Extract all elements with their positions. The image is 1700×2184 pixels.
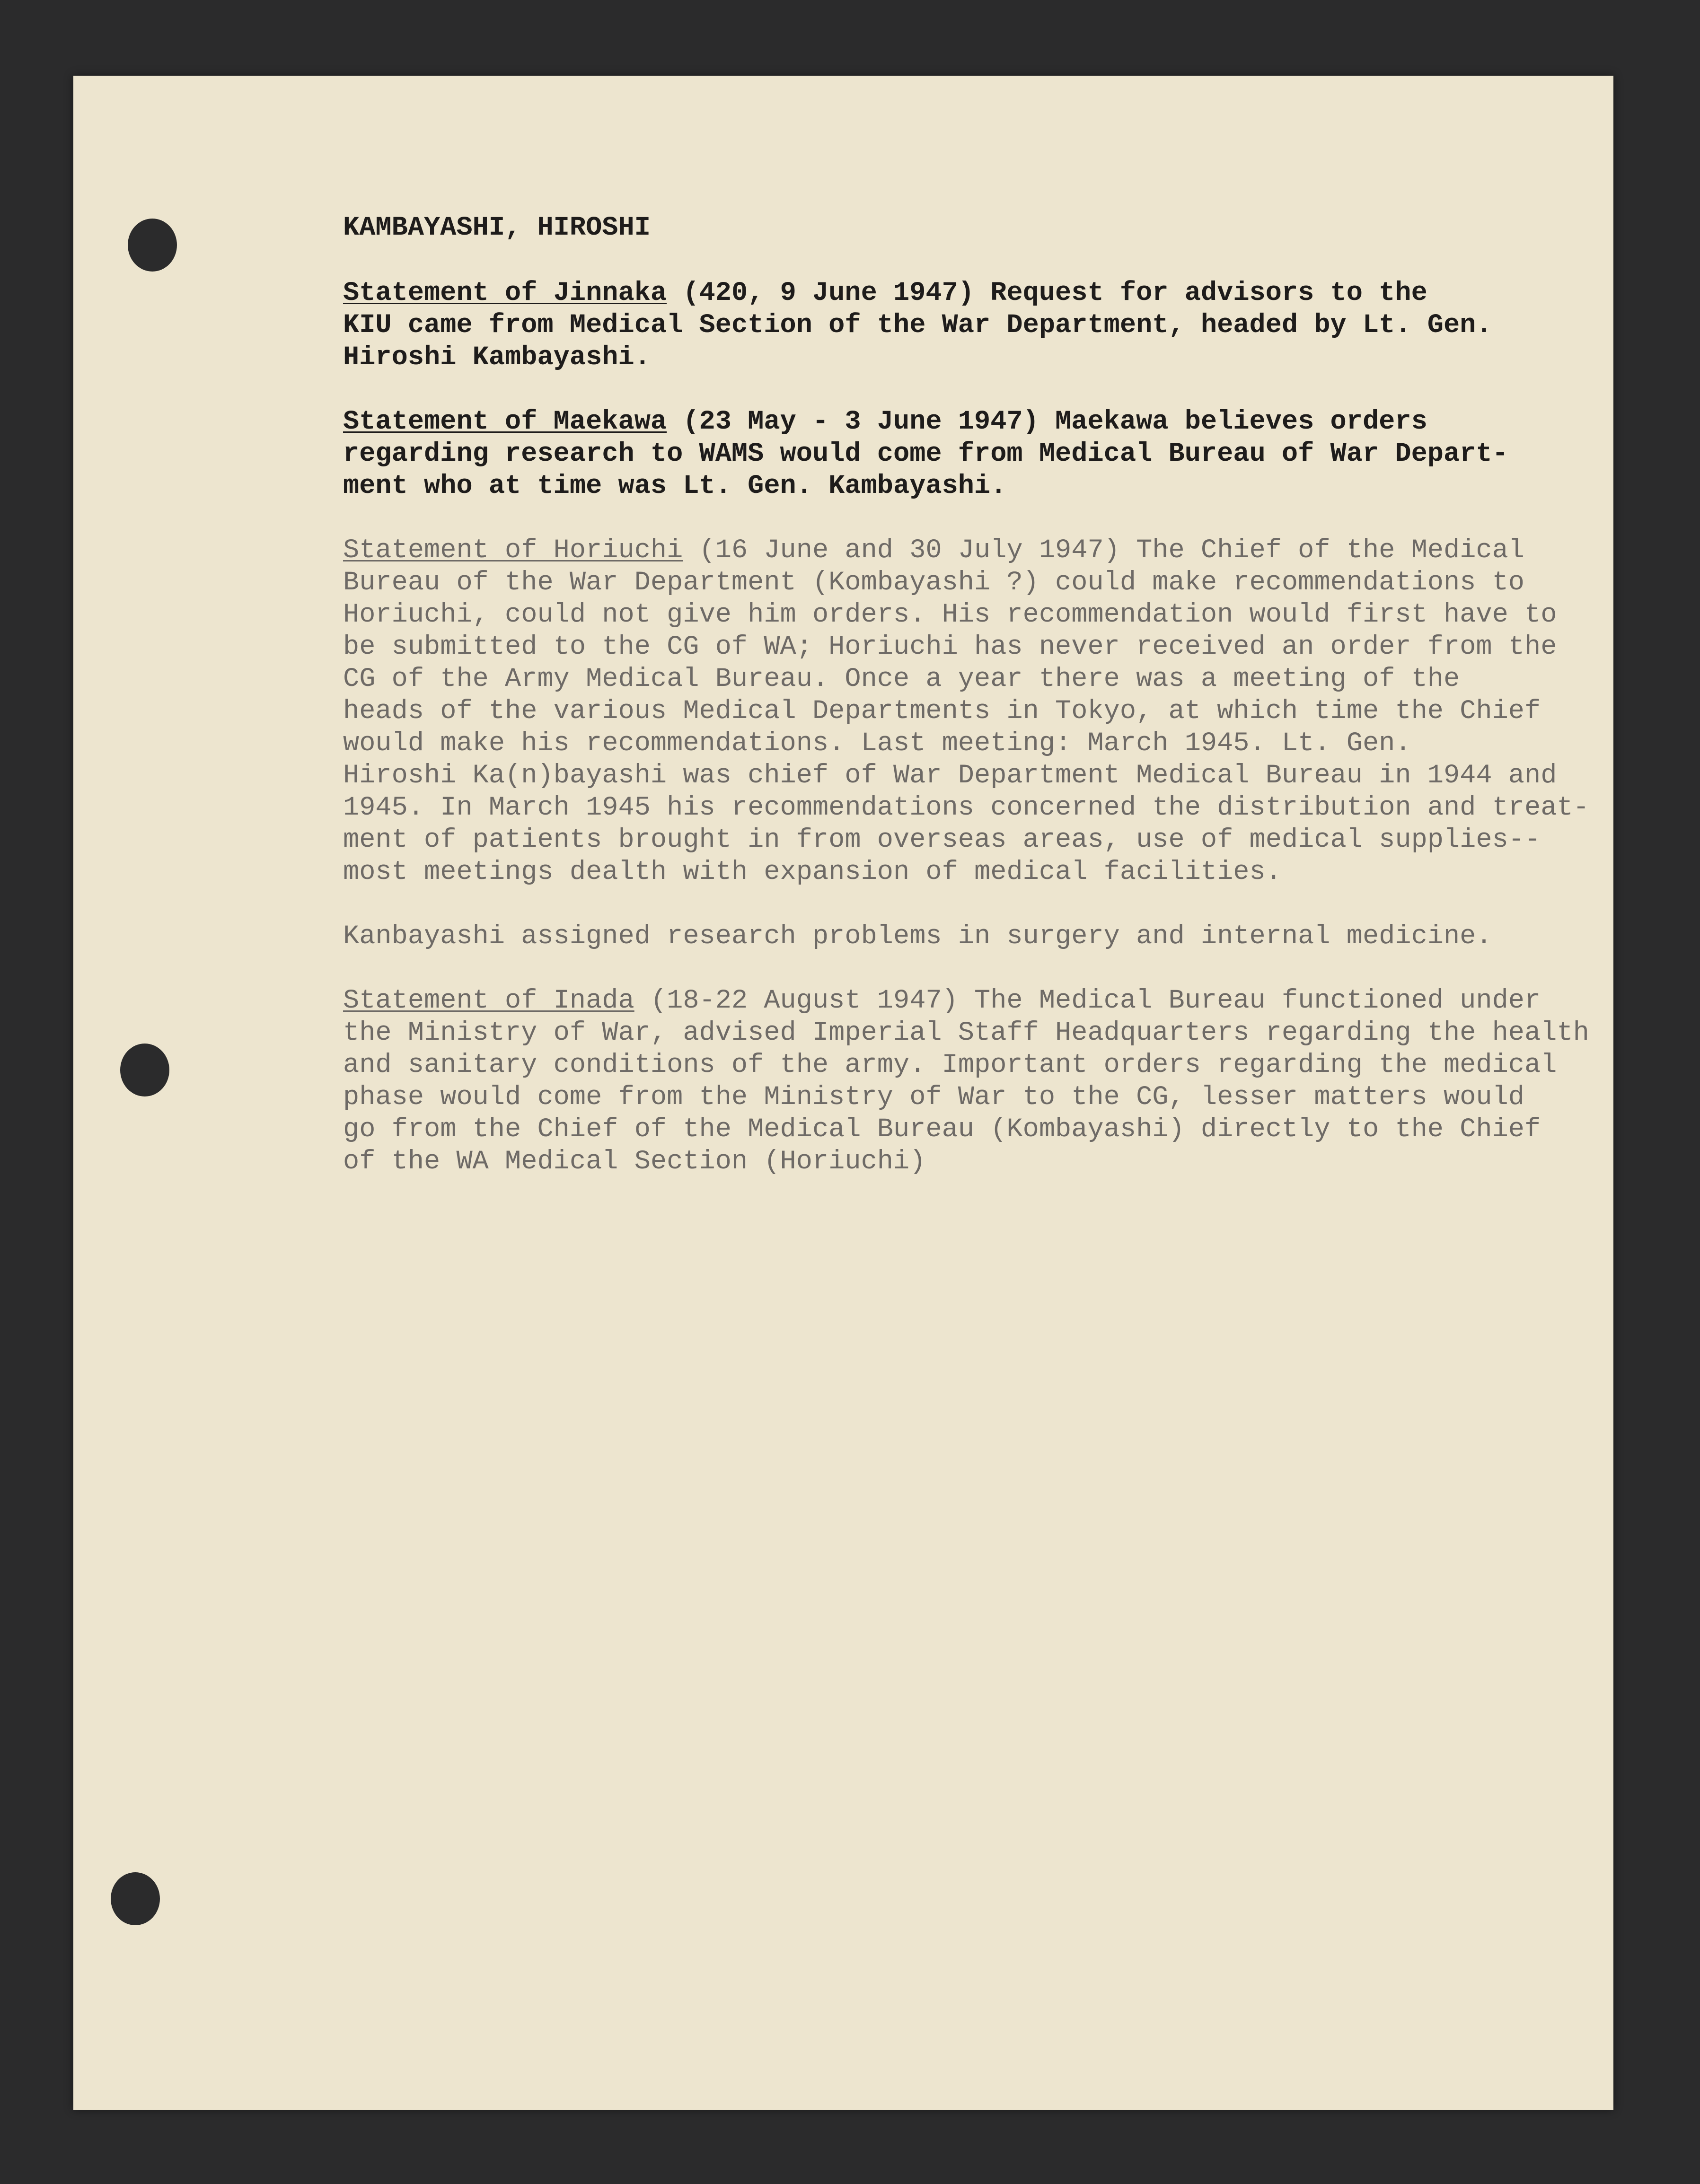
paragraph-line: Hiroshi Kambayashi. [343, 342, 651, 373]
paragraph-line: CG of the Army Medical Bureau. Once a year there was a meeting of the [343, 664, 1460, 694]
paragraph-line [343, 985, 1611, 1017]
statement-title: Statement of Horiuchi [343, 535, 683, 566]
statement-maekawa [343, 406, 1611, 502]
punch-hole [120, 1044, 169, 1096]
paragraph-line: Bureau of the War Department (Kombayashi ?) could make recommendations to [343, 568, 1525, 598]
paragraph-line: 1945. In March 1945 his recommendations concerned the distribution and treat- [343, 793, 1589, 823]
statement-title: Statement of Maekawa [343, 407, 667, 437]
statement-intro: (18-22 August 1947) The Medical Bureau functioned under [634, 986, 1541, 1016]
paragraph-line: go from the Chief of the Medical Bureau (Kombayashi) directly to the Chief [343, 1114, 1541, 1145]
statement-inada [343, 985, 1611, 1178]
statement-intro: (16 June and 30 July 1947) The Chief of the Medical [683, 535, 1525, 566]
statement-horiuchi [343, 535, 1611, 888]
paragraph-line: and sanitary conditions of the army. Important orders regarding the medical [343, 1050, 1557, 1080]
statement-intro: (23 May - 3 June 1947) Maekawa believes orders [667, 407, 1427, 437]
paragraph-line: the Ministry of War, advised Imperial Staff Headquarters regarding the health [343, 1018, 1589, 1048]
paragraph-line [343, 535, 1611, 567]
statement-jinnaka [343, 277, 1611, 374]
punch-hole [128, 219, 177, 272]
paragraph-line: be submitted to the CG of WA; Horiuchi has never received an order from the [343, 632, 1557, 662]
research-note [343, 921, 1611, 953]
statement-title: Statement of Jinnaka [343, 278, 667, 308]
paragraph-line: Hiroshi Ka(n)bayashi was chief of War Department Medical Bureau in 1944 and [343, 761, 1557, 791]
paragraph-line: ment of patients brought in from overseas areas, use of medical supplies-- [343, 825, 1541, 855]
paragraph-line: heads of the various Medical Departments in Tokyo, at which time the Chief [343, 696, 1541, 727]
paragraph-line [343, 406, 1611, 438]
paragraph-line: phase would come from the Ministry of War to the CG, lesser matters would [343, 1082, 1525, 1113]
punch-hole [111, 1872, 160, 1925]
statement-intro: (420, 9 June 1947) Request for advisors to the [667, 278, 1427, 308]
paragraph-line: regarding research to WAMS would come from Medical Bureau of War Depart- [343, 439, 1508, 469]
document-body [343, 212, 1611, 1210]
paragraph-line [343, 277, 1611, 309]
paragraph-line: of the WA Medical Section (Horiuchi) [343, 1147, 926, 1177]
paragraph-line: Horiuchi, could not give him orders. His recommendation would first have to [343, 600, 1557, 630]
statement-title: Statement of Inada [343, 986, 634, 1016]
paragraph-line: would make his recommendations. Last meeting: March 1945. Lt. Gen. [343, 728, 1411, 759]
document-heading: KAMBAYASHI, HIROSHI [343, 213, 651, 243]
paragraph-line: KIU came from Medical Section of the War Department, headed by Lt. Gen. [343, 310, 1492, 341]
paragraph-line: ment who at time was Lt. Gen. Kambayashi. [343, 471, 1007, 501]
paragraph-line: Kanbayashi assigned research problems in surgery and internal medicine. [343, 921, 1492, 952]
paragraph-line: most meetings dealth with expansion of medical facilities. [343, 857, 1282, 887]
